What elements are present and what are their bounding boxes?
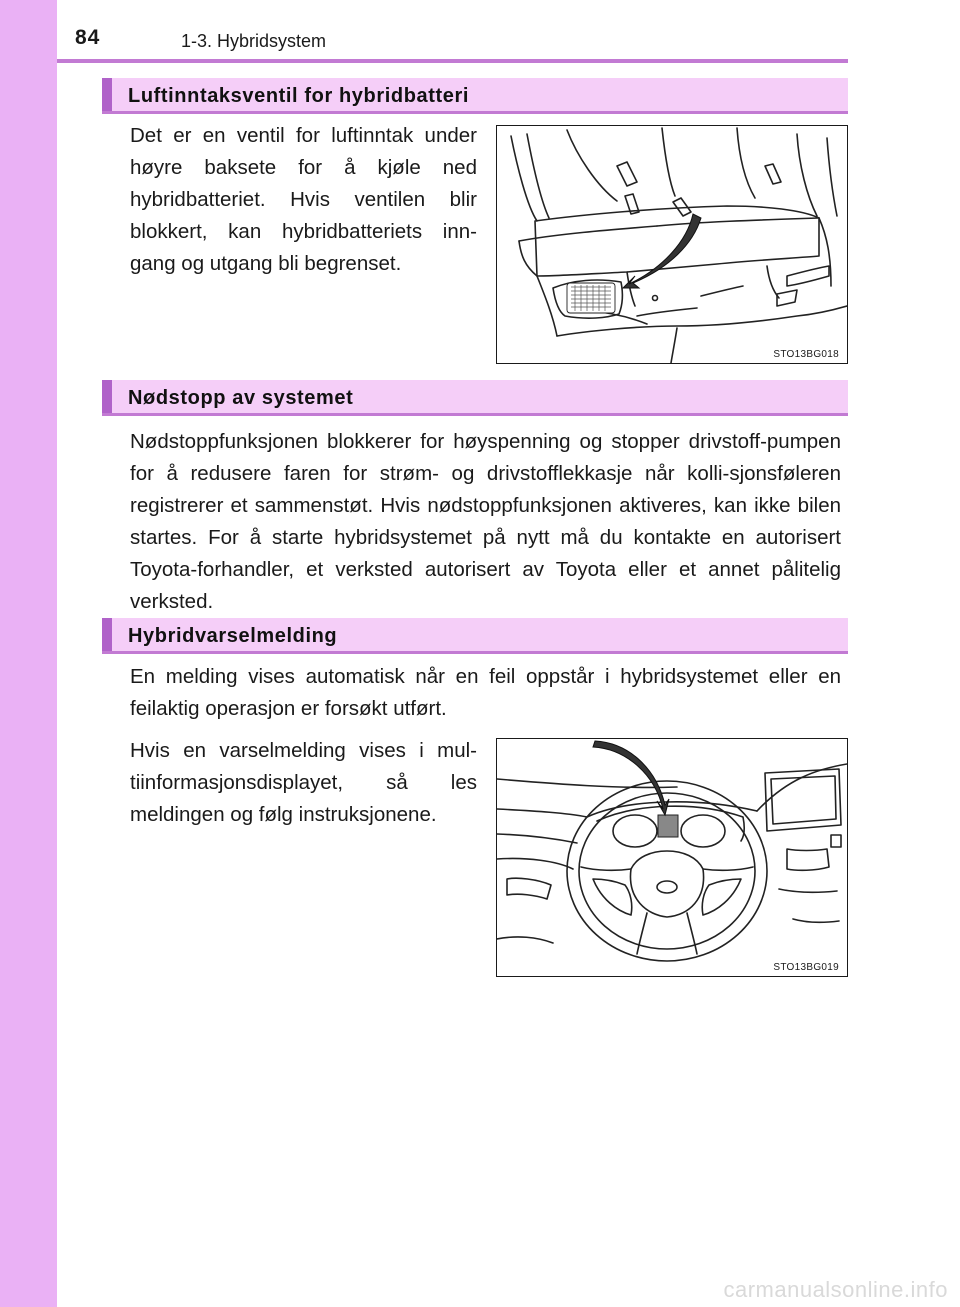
- section-heading-text: Hybridvarselmelding: [128, 625, 338, 647]
- air-intake-paragraph: Det er en ventil for luftinntak under høyre baksete for å kjøle ned hybridbatteriet. Hvis ventilen blir blokkert, kan hybridbatteriets inn-gang og utgang bli begrenset.: [130, 124, 477, 275]
- hybrid-warning-paragraph: En melding vises automatisk når en feil oppstår i hybridsystemet eller en feilaktig operasjon er forsøkt utført.: [130, 665, 841, 720]
- heading-accent-bar: [102, 618, 112, 651]
- figure-code: STO13BG019: [773, 962, 839, 973]
- page-number: 84: [75, 26, 101, 49]
- section-breadcrumb: 1-3. Hybridsystem: [181, 31, 327, 51]
- chapter-tab-sidebar: [0, 0, 57, 1307]
- rear-seat-vent-drawing: [497, 126, 847, 363]
- rear-seat-vent-illustration: [496, 125, 848, 364]
- section-heading-air-intake: [102, 78, 848, 114]
- section-heading-emergency-stop: [102, 380, 848, 416]
- emergency-stop-paragraph: Nødstoppfunksjonen blokkerer for høyspenning og stopper drivstoff-pumpen for å redusere faren for strøm- og drivstofflekkasje når kolli-sjonsføleren registrerer et sammenstøt. Hvis nødstoppfunksjonen aktiveres, kan ikke bilen startes. For å starte hybridsystemet på nytt må du kontakte en autorisert Toyota-forhandler, et verksted autorisert av Toyota eller et annet pålitelig verksted.: [130, 430, 841, 613]
- watermark: carmanualsonline.info: [723, 1277, 948, 1302]
- dashboard-display-drawing: [497, 739, 847, 976]
- hybrid-warning-instruction: Hvis en varselmelding vises i mul-tiinformasjonsdisplayet, så les meldingen og følg instruksjonene.: [130, 739, 477, 826]
- heading-accent-bar: [102, 78, 112, 111]
- section-heading-hybrid-warning: [102, 618, 848, 654]
- section-heading-text: Luftinntaksventil for hybridbatteri: [128, 85, 470, 107]
- section-heading-text: Nødstopp av systemet: [128, 387, 354, 409]
- figure-code: STO13BG018: [773, 349, 839, 360]
- header-rule: [57, 59, 848, 63]
- heading-accent-bar: [102, 380, 112, 413]
- dashboard-display-illustration: [496, 738, 848, 977]
